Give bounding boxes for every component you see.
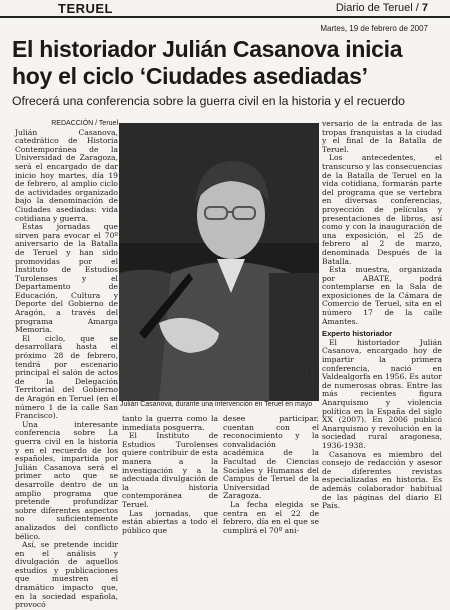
- page-number: 7: [421, 2, 428, 14]
- paragraph: tanto la guerra como la inmediata posguerra.: [122, 414, 218, 432]
- column-3: [223, 415, 319, 535]
- photo-caption: Julián Casanova, durante una intervención en Teruel en mayo: [120, 401, 313, 408]
- paragraph: Esta muestra, organizada por ABATE, podrá contemplarse en la Sala de exposiciones de la Cámara de Comercio de Teruel, sita en el número 17 de la calle Amantes.: [322, 265, 442, 326]
- portrait-photo: [119, 123, 319, 401]
- paper-name: Diario de Teruel / 7: [335, 2, 428, 14]
- headline: El historiador Julián Casanova inicia hoy el ciclo ‘Ciudades asediadas’: [12, 36, 403, 89]
- deck: Ofrecerá una conferencia sobre la guerra civil en la historia y el recuerdo: [12, 94, 405, 108]
- subhead: Experto historiador: [322, 329, 393, 339]
- paragraph: El ciclo, que se desarrollará hasta el próximo 28 de febrero, tendrá por escenario principal el salón de actos de la Delegación Territorial del Gobierno de Aragón en Teruel (en el número 1 de la calle San Francisco).: [15, 333, 118, 421]
- photo-credit: ABATE: [311, 363, 317, 380]
- paragraph: desee participar, cuentan con el reconocimiento y la convalidación académica de la Facultad de Ciencias Sociales y Humanas del Campus de Teruel de la Universidad de Zaragoza.: [223, 414, 319, 501]
- masthead: [0, 0, 450, 18]
- column-1: [15, 120, 118, 610]
- paragraph: El historiador Julián Casanova, encargado hoy de impartir la primera conferencia, nació en Valdealgorfa en 1956. Es autor de numerosas obras. Entre las más recientes figura Anarquismo y violencia política en la España del siglo XX (2007). En 2006 publicó Anarquismo y revolución en la sociedad rural aragonesa, 1936-1938.: [322, 337, 442, 450]
- paragraph: Así, se pretende incidir en el análisis y divulgación de aquellos estudios y publicaciones que muestren el dramático impacto que, en la sociedad española, provocó: [15, 540, 118, 610]
- byline: REDACCIÓN / Teruel: [51, 120, 118, 127]
- paragraph: Los antecedentes, el transcurso y las consecuencias de la Batalla de Teruel en la vida cotidiana, formarán parte del programa que se vertebra en diversas conferencias, proyección de películas y presentaciones de libros, así como y con la inauguración de una exposición, el 25 de febrero al 2 de marzo, denominada Después de la Batalla.: [322, 153, 442, 266]
- paragraph: Estas jornadas que sirven para evocar el 70º aniversario de la Batalla de Teruel y han sido promovidas por el Instituto de Estudios Turolenses y el Departamento de Educación, Cultura y Deporte del Gobierno de Aragón, a través del programa Amarga Memoria.: [15, 222, 118, 335]
- column-2: [122, 415, 218, 535]
- paragraph: Casanova es miembro del consejo de redacción y asesor de diferentes revistas especializadas en historia. Es además colaborador habitual de las páginas del diario El País.: [322, 449, 442, 511]
- photo-julian-casanova: [119, 123, 319, 401]
- column-4: [322, 120, 442, 511]
- paragraph: Una interesante conferencia sobre La guerra civil en la historia y en el recuerdo de los españoles, impartida por Julián Casanova será el primer acto que se desarrolle dentro de un amplio programa que pretende profundizar sobre diferentes aspectos no suficientemente analizados del conflicto bélico.: [15, 419, 118, 541]
- paragraph: El Instituto de Estudios Turolenses quiere contribuir de esta manera a la investigación y a la adecuada divulgación de la historia contemporánea de Teruel.: [122, 431, 219, 509]
- section-name: TERUEL: [58, 1, 113, 16]
- paper-title: Diario de Teruel: [335, 2, 413, 14]
- paragraph: Las jornadas, que están abiertas a todo el público que: [122, 508, 218, 535]
- paragraph: versario de la entrada de las tropas franquistas a la ciudad y el final de la Batalla de Teruel.: [322, 119, 442, 154]
- paragraph: La fecha elegida se centra en el 22 de febrero, día en el que se cumplirá el 70º ani-: [223, 499, 319, 535]
- paragraph: Julián Casanova, catedrático de Historia Contemporánea de la Universidad de Zaragoza, será el encargado de dar inicio hoy martes, día 19 de febrero, al amplio ciclo de actividades organizado bajo la denominación de Ciudades asediadas: vida cotidiana y guerra.: [15, 127, 118, 223]
- issue-date: Martes, 19 de febrero de 2007: [320, 24, 428, 33]
